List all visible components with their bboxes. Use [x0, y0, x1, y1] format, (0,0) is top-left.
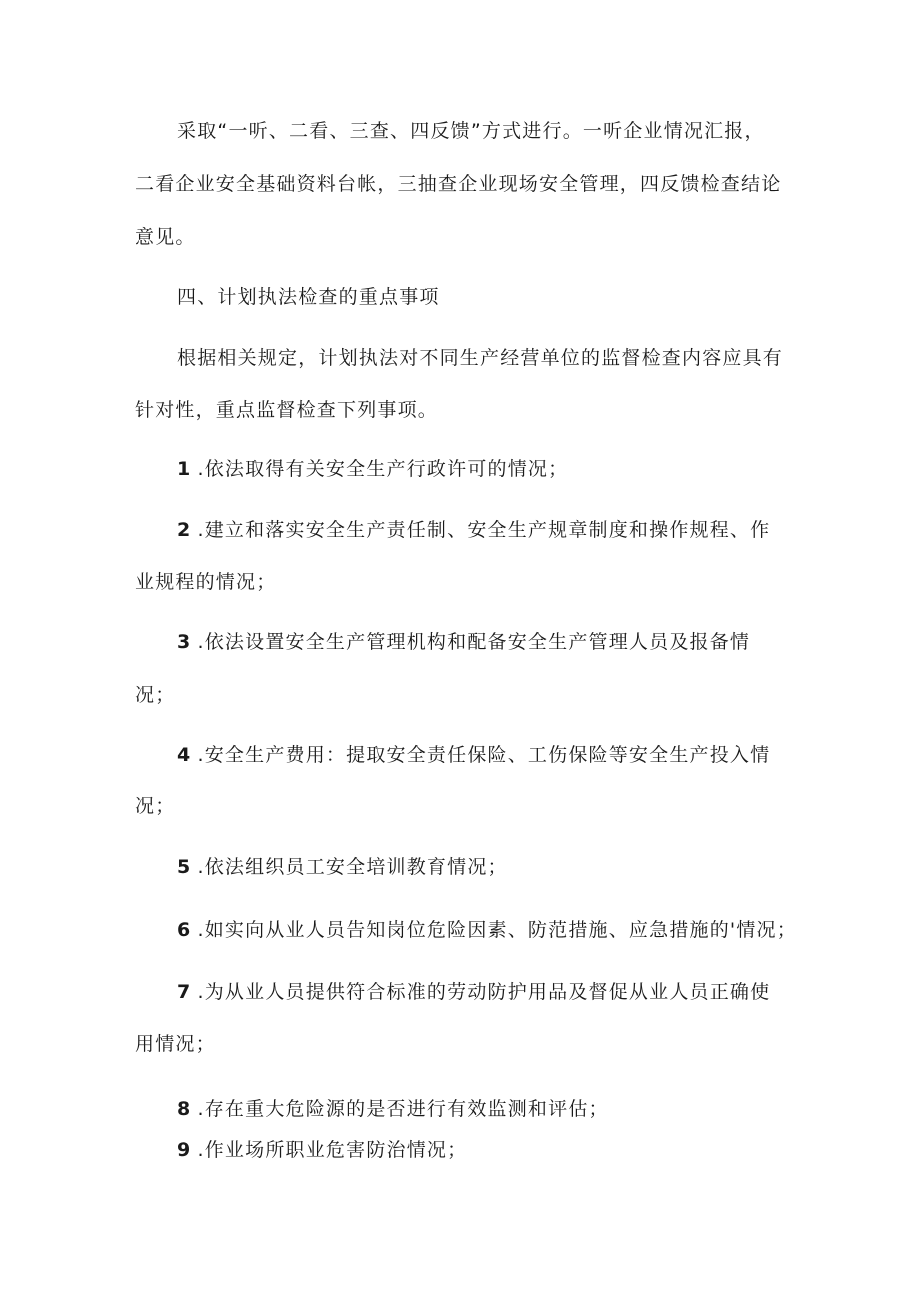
list-item	[177, 630, 750, 654]
list-item	[177, 1097, 609, 1121]
item-text: .为从业人员提供符合标准的劳动防护用品及督促从业人员正确使	[197, 981, 771, 1003]
item-continuation: 业规程的情况；	[135, 571, 277, 593]
item-text: .依法组织员工安全培训教育情况；	[197, 856, 508, 878]
list-item	[177, 743, 770, 767]
section-heading: 四、计划执法检查的重点事项	[177, 286, 440, 308]
item-text: .如实向从业人员告知岗位危险因素、防范措施、应急措施的'情况；	[197, 919, 797, 941]
list-item	[177, 855, 508, 879]
item-continuation: 用情况；	[135, 1033, 216, 1055]
item-number: 6	[177, 919, 191, 941]
list-item	[177, 457, 568, 481]
item-text: .依法取得有关安全生产行政许可的情况；	[197, 458, 569, 480]
paragraph-line: 意见。	[135, 226, 196, 248]
item-text: .建立和落实安全生产责任制、安全生产规章制度和操作规程、作	[197, 519, 771, 541]
item-text: .依法设置安全生产管理机构和配备安全生产管理人员及报备情	[197, 631, 751, 653]
paragraph-line: 针对性，重点监督检查下列事项。	[135, 399, 439, 421]
item-number: 2	[177, 519, 191, 541]
list-item	[177, 980, 770, 1004]
paragraph-line: 二看企业安全基础资料台帐，三抽查企业现场安全管理，四反馈检查结论	[135, 173, 782, 195]
item-number: 9	[177, 1139, 191, 1161]
item-number: 3	[177, 631, 191, 653]
item-number: 8	[177, 1098, 191, 1120]
paragraph-line: 采取“一听、二看、三查、四反馈”方式进行。一听企业情况汇报，	[177, 120, 765, 142]
list-item	[177, 918, 797, 942]
item-number: 4	[177, 744, 191, 766]
list-item	[177, 518, 770, 542]
item-continuation: 况；	[135, 684, 176, 706]
item-number: 5	[177, 856, 191, 878]
paragraph-line: 根据相关规定，计划执法对不同生产经营单位的监督检查内容应具有	[177, 347, 784, 369]
item-text: .安全生产费用：提取安全责任保险、工伤保险等安全生产投入情	[197, 744, 771, 766]
item-text: .存在重大危险源的是否进行有效监测和评估；	[197, 1098, 609, 1120]
item-number: 1	[177, 458, 191, 480]
list-item	[177, 1138, 467, 1162]
item-text: .作业场所职业危害防治情况；	[197, 1139, 468, 1161]
item-number: 7	[177, 981, 191, 1003]
item-continuation: 况；	[135, 795, 176, 817]
